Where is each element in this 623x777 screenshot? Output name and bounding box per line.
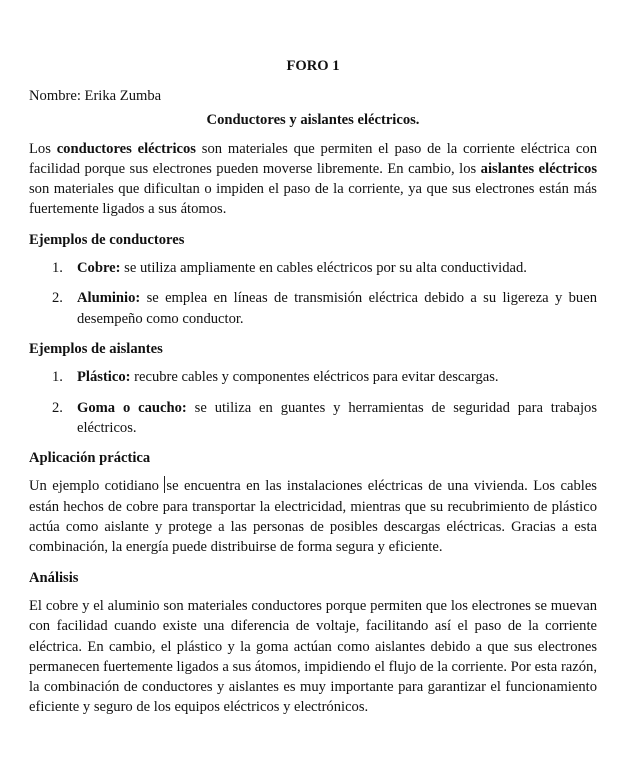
insulators-list	[29, 367, 597, 438]
list-item-text: se emplea en líneas de transmisión eléctrica debido a su ligereza y buen desempeño como conductor.	[77, 290, 597, 327]
intro-term-insulators: aislantes eléctricos	[480, 160, 598, 177]
list-item-term: Plástico:	[77, 369, 131, 386]
list-item-number: 1.	[52, 369, 63, 386]
conductors-list	[29, 258, 597, 329]
list-item-text: se utiliza ampliamente en cables eléctricos por su alta conductividad.	[120, 260, 527, 277]
application-heading: Aplicación práctica	[29, 450, 151, 467]
document-subtitle: Conductores y aislantes eléctricos.	[206, 112, 420, 129]
list-item-number: 2.	[52, 399, 63, 416]
list-item	[29, 258, 597, 278]
conductors-heading: Ejemplos de conductores	[29, 231, 185, 248]
insulators-heading: Ejemplos de aislantes	[29, 340, 163, 357]
intro-term-conductors: conductores eléctricos	[56, 140, 196, 157]
application-text-1: Un ejemplo cotidiano	[29, 478, 165, 495]
list-item	[29, 398, 597, 439]
list-item-term: Goma o caucho:	[77, 399, 187, 416]
application-paragraph[interactable]	[29, 476, 597, 557]
list-item-term: Cobre:	[77, 260, 121, 277]
intro-paragraph	[29, 139, 597, 220]
analysis-paragraph: El cobre y el aluminio son materiales conductores porque permiten que los electrones se muevan con facilidad cuando existe una diferencia de voltaje, facilitando así el paso de la corriente eléctrica. En cambio, el plástico y la goma actúan como aislantes debido a que sus electrones permanecen fuertemente ligados a sus átomos, impidiendo el flujo de la corriente. Por esta razón, la combinación de conductores y aislantes es muy importante para garantizar el funcionamiento eficiente y seguro de los equipos eléctricos y electrónicos.	[29, 597, 597, 716]
list-item-text: se utiliza en guantes y herramientas de seguridad para trabajos eléctricos.	[77, 399, 597, 436]
list-item-number: 1.	[52, 260, 63, 277]
list-item-term: Aluminio:	[77, 290, 141, 307]
list-item	[29, 367, 597, 387]
intro-text-2: son materiales que permiten el paso de la corriente eléctrica con facilidad porque sus electrones pueden moverse libremente. En cambio, los	[29, 140, 597, 177]
intro-text-3: son materiales que dificultan o impiden el paso de la corriente, ya que sus electrones están más fuertemente ligados a sus átomos.	[29, 181, 597, 218]
list-item-number: 2.	[52, 290, 63, 307]
analysis-heading: Análisis	[29, 569, 79, 586]
document-title: FORO 1	[286, 58, 340, 74]
author-line: Nombre: Erika Zumba	[29, 88, 162, 104]
application-text-2: se encuentra en las instalaciones eléctricas de una vivienda. Los cables están hechos de cobre para transportar la electricidad, mientras que su recubrimiento de plástico actúa como aislante y protege a las personas de posibles descargas eléctricas. Gracias a esta combinación, la energía puede distribuirse de forma segura y eficiente.	[29, 478, 597, 556]
list-item	[29, 288, 597, 329]
intro-text-1: Los	[29, 140, 57, 157]
list-item-text: recubre cables y componentes eléctricos para evitar descargas.	[130, 369, 499, 386]
